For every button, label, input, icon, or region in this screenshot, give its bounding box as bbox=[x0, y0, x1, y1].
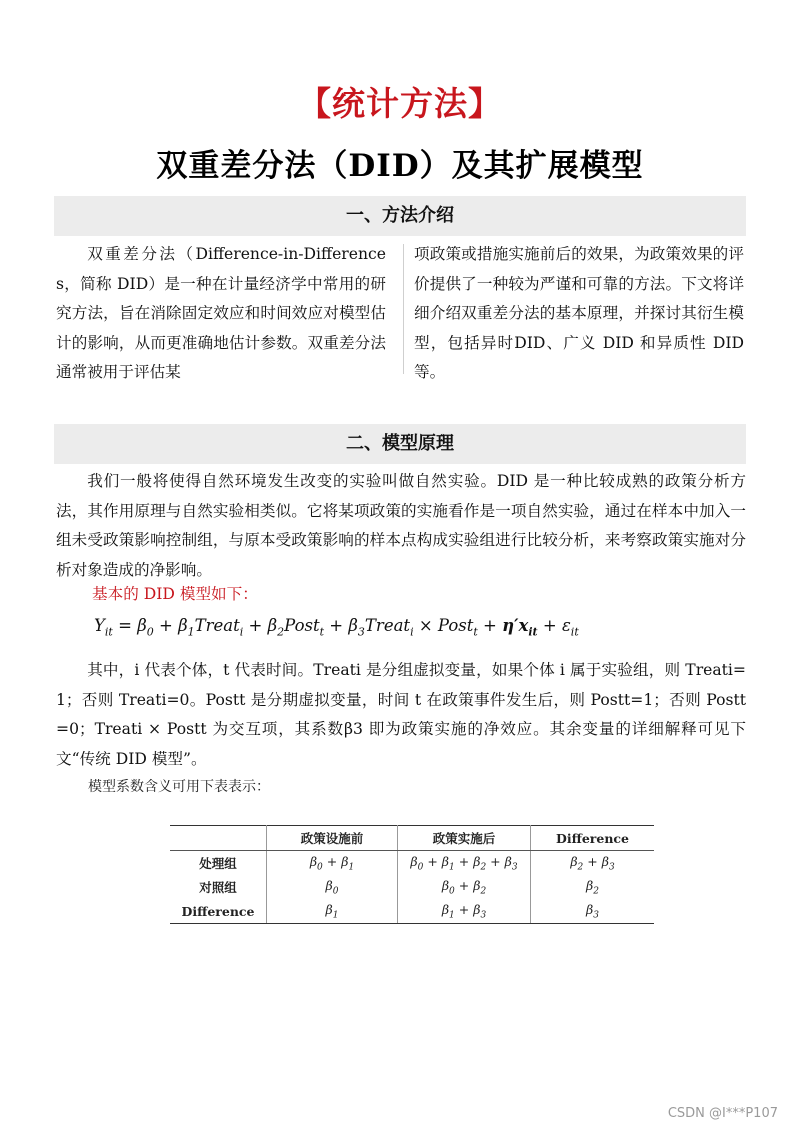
formula-plus: + bbox=[243, 616, 268, 635]
formula-b2-sub: 2 bbox=[277, 625, 285, 639]
coefficient-table bbox=[170, 825, 654, 924]
table-row-label: Difference bbox=[170, 899, 267, 924]
coef-symbol: + β bbox=[322, 853, 349, 869]
formula-b1-sub: 1 bbox=[187, 625, 195, 639]
coef-subscript: 2 bbox=[480, 862, 487, 873]
section-heading-principle: 二、模型原理 bbox=[54, 424, 746, 464]
formula-eq: = bbox=[112, 616, 138, 635]
coef-symbol: + β bbox=[454, 901, 481, 917]
coef-symbol: + β bbox=[423, 853, 450, 869]
basic-model-label: 基本的 DID 模型如下： bbox=[92, 585, 258, 603]
category-tag: 【统计方法】 bbox=[298, 84, 502, 123]
table-cell bbox=[531, 899, 655, 924]
coef-symbol: + β bbox=[486, 853, 512, 869]
intro-text-left: 双重差分法（Difference-in-Differences，简称 DID）是一种在计量经济学中常用的研究方法，旨在消除固定效应和时间效应对模型估计的影响，从而更准确地估计参数。双重差分法通常被用于评估某 bbox=[56, 245, 386, 381]
table-cell bbox=[267, 899, 398, 924]
formula-b2: β bbox=[267, 616, 278, 635]
table-header-cell bbox=[170, 826, 267, 851]
formula-plus: + bbox=[537, 616, 562, 635]
table-header-cell: 政策实施后 bbox=[398, 826, 531, 851]
coef-symbol: β bbox=[325, 901, 333, 917]
coef-subscript: 1 bbox=[348, 862, 355, 873]
coef-symbol: β bbox=[325, 877, 333, 893]
formula-post: Post bbox=[284, 616, 320, 635]
principle-paragraph: 我们一般将使得自然环境发生改变的实验叫做自然实验。DID 是一种比较成熟的政策分析方法，其作用原理与自然实验相类似。它将某项政策的实施看作是一项自然实验，通过在样本中加入一组未受政策影响控制组，与原本受政策影响的样本点构成实验组进行比较分析，来考察政策实施对分析对象造成的净影响。 bbox=[56, 472, 746, 579]
table-row bbox=[170, 875, 654, 899]
formula-b0-sub: 0 bbox=[146, 625, 154, 639]
table-cell bbox=[398, 851, 531, 876]
table-cell bbox=[531, 875, 655, 899]
formula-post-sub: t bbox=[319, 625, 325, 639]
coef-symbol: + β bbox=[454, 877, 481, 893]
coef-subscript: 0 bbox=[317, 862, 323, 873]
formula-treat-sub: i bbox=[239, 625, 244, 639]
coef-symbol: β bbox=[441, 901, 450, 917]
formula-eta: η′ bbox=[502, 616, 519, 635]
coef-subscript: 3 bbox=[608, 862, 615, 873]
table-cell bbox=[398, 875, 531, 899]
table-cell bbox=[267, 851, 398, 876]
table-row-label: 对照组 bbox=[170, 875, 267, 899]
formula-y-sub: it bbox=[104, 625, 113, 639]
table-header-row bbox=[170, 826, 654, 851]
formula-treat: Treat bbox=[194, 616, 240, 635]
coef-symbol: β bbox=[586, 877, 594, 893]
coef-subscript: 2 bbox=[577, 862, 584, 873]
coef-subscript: 2 bbox=[480, 886, 487, 897]
coef-subscript: 1 bbox=[449, 862, 455, 873]
table-header-cell: Difference bbox=[531, 826, 655, 851]
coef-subscript: 0 bbox=[332, 886, 339, 897]
formula-x: x bbox=[518, 616, 529, 635]
section-heading-intro: 一、方法介绍 bbox=[54, 196, 746, 236]
coef-symbol: β bbox=[410, 853, 418, 869]
formula-post: Post bbox=[437, 616, 474, 635]
table-row bbox=[170, 899, 654, 924]
watermark: CSDN @I***P107 bbox=[667, 1106, 778, 1121]
page-title: 双重差分法（DID）及其扩展模型 bbox=[156, 148, 644, 184]
coef-symbol: + β bbox=[583, 853, 609, 869]
formula-plus: + bbox=[324, 616, 349, 635]
coef-subscript: 3 bbox=[511, 862, 518, 873]
coef-subscript: 3 bbox=[593, 910, 599, 921]
formula-epsilon: ε bbox=[561, 616, 571, 635]
formula-b0: β bbox=[137, 616, 147, 635]
formula-b3-sub: 3 bbox=[357, 625, 365, 639]
table-cell bbox=[398, 899, 531, 924]
formula-treat: Treat bbox=[364, 616, 411, 635]
formula-epsilon-sub: it bbox=[570, 625, 579, 639]
coef-symbol: β bbox=[586, 901, 594, 917]
coef-symbol: β bbox=[441, 877, 450, 893]
formula-plus: + bbox=[153, 616, 179, 635]
formula-plus: + bbox=[477, 616, 503, 635]
formula-x-sub: it bbox=[528, 625, 538, 639]
did-formula bbox=[94, 616, 579, 638]
formula-b1: β bbox=[178, 616, 188, 635]
coef-subscript: 3 bbox=[480, 910, 487, 921]
coef-subscript: 1 bbox=[449, 910, 455, 921]
table-cell bbox=[267, 875, 398, 899]
formula-b3: β bbox=[348, 616, 358, 635]
formula-treat-sub: i bbox=[410, 625, 414, 639]
formula-y: Y bbox=[94, 616, 105, 635]
table-header-cell: 政策设施前 bbox=[267, 826, 398, 851]
coef-subscript: 0 bbox=[417, 862, 424, 873]
coef-subscript: 0 bbox=[449, 886, 455, 897]
table-cell bbox=[531, 851, 655, 876]
intro-text-right: 项政策或措施实施前后的效果，为政策效果的评价提供了一种较为严谨和可靠的方法。下文将详细介绍双重差分法的基本原理，并探讨其衍生模型，包括异时DID、广义 DID 和异质性 DID 等。 bbox=[414, 245, 744, 381]
column-divider bbox=[403, 244, 404, 374]
table-caption: 模型系数含义可用下表表示： bbox=[88, 779, 270, 795]
coef-symbol: β bbox=[309, 853, 318, 869]
coef-symbol: β bbox=[570, 853, 578, 869]
coef-symbol: + β bbox=[454, 853, 481, 869]
formula-post-sub: t bbox=[473, 625, 478, 639]
table-row-label: 处理组 bbox=[170, 851, 267, 876]
coef-subscript: 1 bbox=[332, 910, 339, 921]
table-row bbox=[170, 851, 654, 876]
formula-times: × bbox=[413, 616, 438, 635]
variable-explanation-paragraph: 其中，i 代表个体，t 代表时间。Treati 是分组虚拟变量，如果个体 i 属于实验组，则 Treati=1；否则 Treati=0。Postt 是分期虚拟变量，时间 t 在政策事件发生后，则 Postt=1；否则 Postt=0；Treati × Postt 为交互项，其系数β3 即为政策实施的净效应。其余变量的详细解释可见下文“传统 DID 模型”。 bbox=[56, 661, 746, 768]
coef-subscript: 2 bbox=[593, 886, 599, 897]
